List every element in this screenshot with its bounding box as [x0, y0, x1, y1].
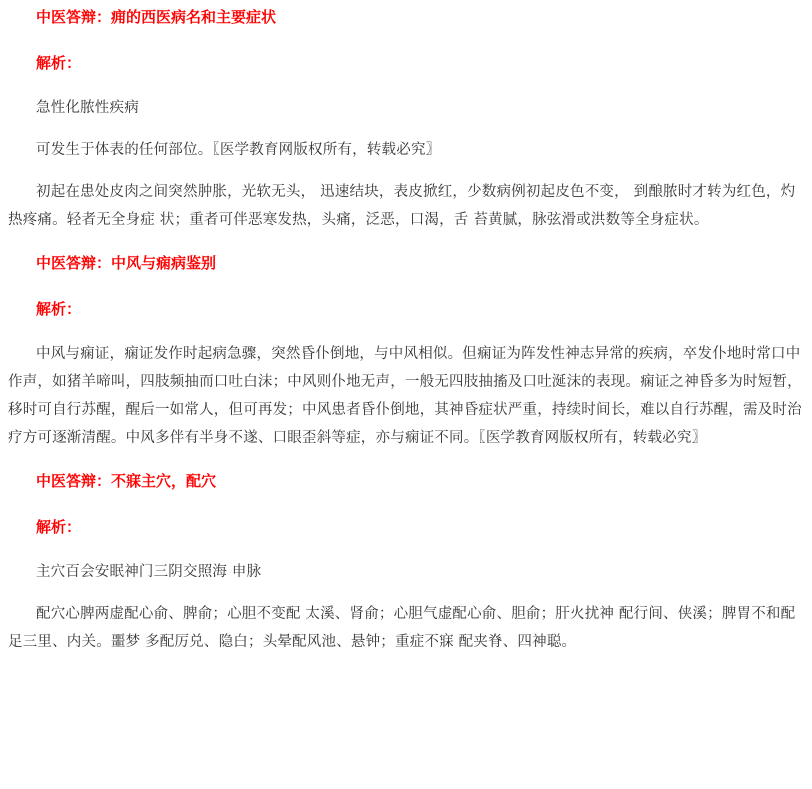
section-carbuncle [8, 6, 806, 234]
paragraph: 中风与痫证，痫证发作时起病急骤，突然昏仆倒地，与中风相似。但痫证为阵发性神志异常的疾病，卒发仆地时常口中作声，如猪羊啼叫，四肢频抽而口吐白沫；中风则仆地无声，一般无四肢抽搐及口吐涎沫的表现。痫证之神昏多为时短暂，移时可自行苏醒，醒后一如常人，但可再发；中风患者昏仆倒地，其神昏症状严重，持续时间长，难以自行苏醒，需及时治疗方可逐渐清醒。中风多伴有半身不遂、口眼歪斜等症，亦与痫证不同。〖医学教育网版权所有，转载必究〗 [8, 346, 802, 446]
analysis-label: 解析： [36, 300, 82, 318]
analysis-label: 解析： [36, 518, 82, 536]
section-insomnia [8, 470, 806, 656]
section-stroke-epilepsy [8, 252, 806, 452]
paragraph: 初起在患处皮肉之间突然肿胀，光软无头， 迅速结块，表皮掀红，少数病例初起皮色不变， 到酿脓时才转为红色，灼热疼痛。轻者无全身症 状；重者可伴恶寒发热，头痛，泛恶，口渴，舌 苔黄腻，脉弦滑或洪数等全身症状。 [8, 184, 796, 228]
paragraph: 主穴百会安眠神门三阴交照海 申脉 [36, 564, 262, 580]
section-heading: 中医答辩：中风与痫病鉴别 [36, 254, 217, 272]
section-heading: 中医答辩：痈的西医病名和主要症状 [36, 8, 277, 26]
analysis-label: 解析： [36, 54, 82, 72]
paragraph: 配穴心脾两虚配心俞、脾俞；心胆不变配 太溪、肾俞；心胆气虚配心俞、胆俞；肝火扰神 配行间、侠溪；脾胃不和配足三里、内关。噩梦 多配厉兑、隐白；头晕配风池、悬钟；重症不寐 配夹脊、四神聪。 [8, 606, 796, 650]
paragraph: 急性化脓性疾病 [36, 100, 139, 116]
section-heading: 中医答辩：不寐主穴，配穴 [36, 472, 217, 490]
paragraph: 可发生于体表的任何部位。〖医学教育网版权所有，转载必究〗 [36, 142, 441, 158]
